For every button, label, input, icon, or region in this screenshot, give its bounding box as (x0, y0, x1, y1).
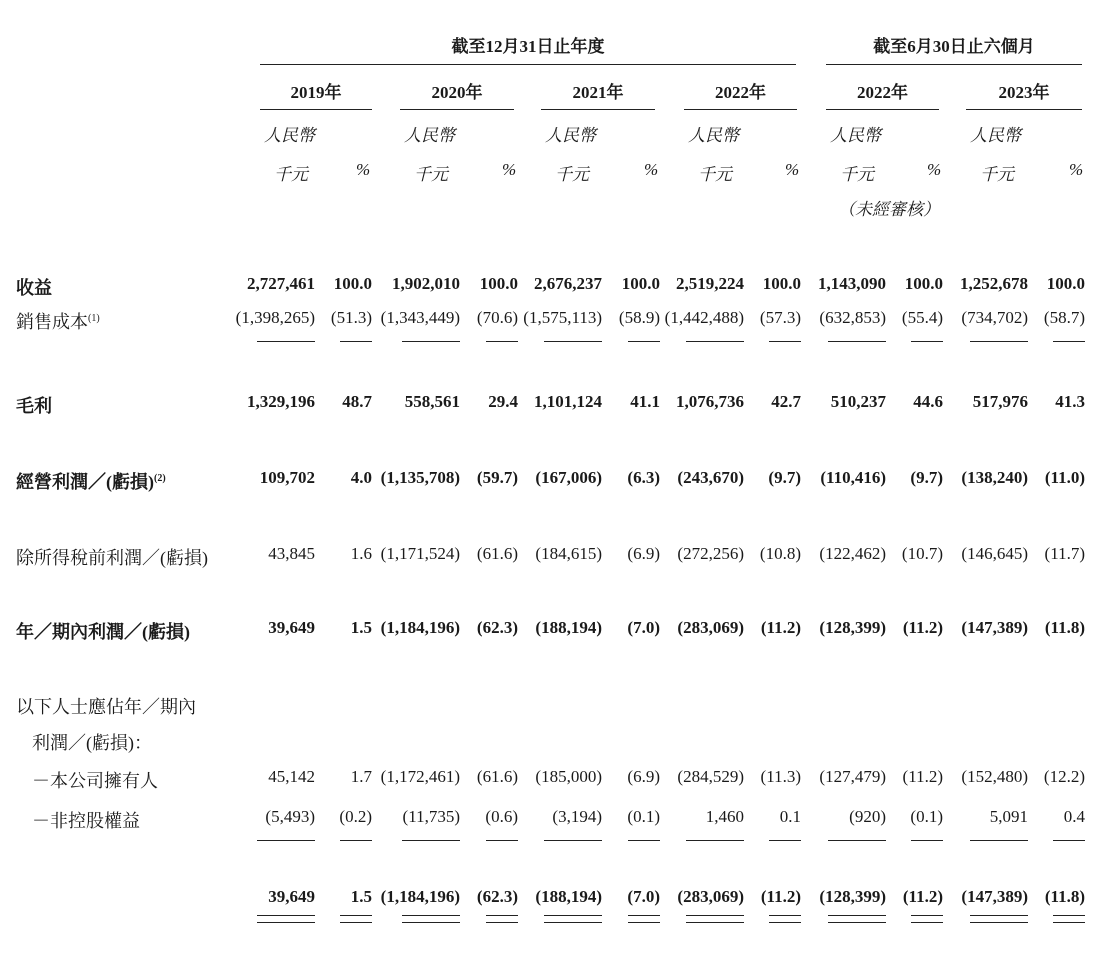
year-header: 2021年 (572, 83, 624, 102)
percent-cell: (51.3) (330, 308, 372, 327)
percent-cell: (0.1) (627, 807, 660, 826)
amount-cell: (243,670) (677, 468, 744, 487)
unit-label: 千元 (840, 165, 874, 184)
year-header-rule (826, 109, 939, 110)
total-double-rule (402, 922, 460, 923)
subtotal-rule (769, 341, 801, 342)
subtotal-rule (828, 341, 886, 342)
percent-cell: 1.7 (350, 767, 372, 786)
total-double-rule (340, 922, 372, 923)
year-header-rule (541, 109, 655, 110)
amount-cell: 1,329,196 (247, 392, 315, 411)
amount-cell: (188,194) (535, 887, 602, 906)
row-label-text: 銷售成本 (16, 312, 88, 332)
percent-cell: 100.0 (479, 274, 518, 293)
amount-cell: (284,529) (677, 767, 744, 786)
percent-cell: (11.2) (760, 618, 801, 637)
amount-cell: (128,399) (819, 887, 886, 906)
amount-cell: 1,101,124 (534, 392, 602, 411)
percent-cell: (7.0) (627, 887, 660, 906)
percent-cell: 0.1 (779, 807, 801, 826)
unit-label: 千元 (414, 165, 448, 184)
percent-cell: (10.8) (759, 544, 801, 563)
amount-cell: 510,237 (830, 392, 886, 411)
year-header-rule (966, 109, 1082, 110)
year-header: 2022年 (715, 83, 766, 102)
amount-cell: (920) (849, 807, 886, 826)
subtotal-rule (970, 341, 1028, 342)
percent-cell: (11.8) (1044, 618, 1085, 637)
amount-cell: 43,845 (268, 544, 315, 563)
percent-cell: (58.9) (618, 308, 660, 327)
amount-cell: (147,389) (961, 618, 1028, 637)
year-header-rule (400, 109, 514, 110)
year-header: 2022年 (857, 83, 908, 102)
total-double-rule (544, 922, 602, 923)
percent-cell: 0.4 (1063, 807, 1085, 826)
header-group-years: 截至12月31日止年度 (451, 37, 605, 56)
amount-cell: (146,645) (961, 544, 1028, 563)
total-double-rule (402, 915, 460, 916)
row-label (16, 468, 166, 494)
percent-cell: (11.8) (1044, 887, 1085, 906)
total-double-rule (828, 915, 886, 916)
percent-cell: (11.2) (902, 618, 943, 637)
amount-cell: (1,171,524) (380, 544, 460, 563)
percent-cell: (62.3) (476, 618, 518, 637)
total-double-rule (628, 922, 660, 923)
percent-label: % (785, 160, 800, 179)
amount-cell: 1,252,678 (960, 274, 1028, 293)
amount-cell: 109,702 (259, 468, 315, 487)
percent-cell: (6.9) (627, 767, 660, 786)
subtotal-rule (340, 341, 372, 342)
percent-cell: 100.0 (1046, 274, 1085, 293)
percent-label: % (927, 160, 942, 179)
percent-cell: (10.7) (901, 544, 943, 563)
amount-cell: (272,256) (677, 544, 744, 563)
subtotal-rule (402, 341, 460, 342)
percent-cell: (61.6) (476, 544, 518, 563)
amount-cell: 1,076,736 (676, 392, 744, 411)
percent-cell: 41.3 (1055, 392, 1085, 411)
amount-cell: (5,493) (265, 807, 315, 826)
subtotal-rule (686, 840, 744, 841)
currency-label: 人民幣 (970, 126, 1021, 145)
amount-cell: (188,194) (535, 618, 602, 637)
header-group-six-months-rule (826, 64, 1082, 65)
amount-cell: 2,727,461 (247, 274, 315, 293)
amount-cell: (1,343,449) (380, 308, 460, 327)
percent-cell: 1.5 (350, 618, 372, 637)
amount-cell: 2,519,224 (676, 274, 744, 293)
percent-cell: 100.0 (333, 274, 372, 293)
row-label-text: 毛利 (16, 396, 52, 416)
percent-label: % (1069, 160, 1084, 179)
row-label (16, 618, 190, 644)
amount-cell: 5,091 (989, 807, 1028, 826)
amount-cell: (1,184,196) (380, 618, 460, 637)
row-label (16, 308, 100, 334)
percent-cell: (9.7) (910, 468, 943, 487)
amount-cell: (127,479) (819, 767, 886, 786)
percent-cell: 100.0 (762, 274, 801, 293)
amount-cell: 1,143,090 (818, 274, 886, 293)
currency-label: 人民幣 (830, 126, 881, 145)
amount-cell: 2,676,237 (534, 274, 602, 293)
total-double-rule (769, 922, 801, 923)
percent-cell: (55.4) (901, 308, 943, 327)
percent-cell: (11.7) (1044, 544, 1085, 563)
unaudited-label: （未經審核） (838, 200, 940, 219)
unit-label: 千元 (980, 165, 1014, 184)
subtotal-rule (628, 840, 660, 841)
amount-cell: (1,184,196) (380, 887, 460, 906)
unit-label: 千元 (698, 165, 732, 184)
total-double-rule (686, 922, 744, 923)
subtotal-rule (544, 840, 602, 841)
row-label-text: 年／期內利潤／(虧損) (16, 622, 190, 642)
total-double-rule (257, 922, 315, 923)
header-group-years-rule (260, 64, 796, 65)
row-label (16, 274, 52, 300)
year-header-rule (684, 109, 797, 110)
header-group-six-months: 截至6月30日止六個月 (873, 37, 1035, 56)
total-double-rule (686, 915, 744, 916)
amount-cell: 39,649 (268, 618, 315, 637)
total-double-rule (911, 915, 943, 916)
total-double-rule (1053, 915, 1085, 916)
total-double-rule (544, 915, 602, 916)
subtotal-rule (769, 840, 801, 841)
unit-label: 千元 (274, 165, 308, 184)
amount-cell: 39,649 (268, 887, 315, 906)
subtotal-rule (628, 341, 660, 342)
percent-cell: 29.4 (488, 392, 518, 411)
amount-cell: (283,069) (677, 618, 744, 637)
subtotal-rule (970, 840, 1028, 841)
percent-cell: (59.7) (476, 468, 518, 487)
currency-label: 人民幣 (264, 126, 315, 145)
percent-cell: (0.6) (485, 807, 518, 826)
year-header: 2019年 (290, 83, 342, 102)
total-double-rule (628, 915, 660, 916)
percent-cell: (11.2) (760, 887, 801, 906)
total-double-rule (970, 922, 1028, 923)
row-label-text: －非控股權益 (32, 811, 140, 831)
year-header: 2020年 (431, 83, 483, 102)
currency-label: 人民幣 (404, 126, 455, 145)
percent-cell: (11.0) (1044, 468, 1085, 487)
percent-cell: (57.3) (759, 308, 801, 327)
amount-cell: (185,000) (535, 767, 602, 786)
amount-cell: (1,135,708) (380, 468, 460, 487)
subtotal-rule (402, 840, 460, 841)
amount-cell: (128,399) (819, 618, 886, 637)
percent-cell: (70.6) (476, 308, 518, 327)
percent-cell: (12.2) (1043, 767, 1085, 786)
amount-cell: (1,575,113) (523, 308, 602, 327)
total-double-rule (911, 922, 943, 923)
subtotal-rule (828, 840, 886, 841)
row-label (16, 392, 52, 418)
amount-cell: (147,389) (961, 887, 1028, 906)
footnote-marker: (2) (154, 473, 166, 484)
subtotal-rule (340, 840, 372, 841)
subtotal-rule (486, 341, 518, 342)
row-label-text: 收益 (16, 278, 52, 298)
amount-cell: 1,460 (705, 807, 744, 826)
percent-cell: (7.0) (627, 618, 660, 637)
row-label-text: －本公司擁有人 (32, 771, 158, 791)
subtotal-rule (1053, 840, 1085, 841)
amount-cell: (167,006) (535, 468, 602, 487)
amount-cell: (11,735) (402, 807, 460, 826)
total-double-rule (828, 922, 886, 923)
percent-cell: (11.3) (760, 767, 801, 786)
total-double-rule (486, 922, 518, 923)
percent-cell: (61.6) (476, 767, 518, 786)
percent-cell: 42.7 (771, 392, 801, 411)
year-header: 2023年 (998, 83, 1050, 102)
total-double-rule (340, 915, 372, 916)
amount-cell: (1,398,265) (235, 308, 315, 327)
percent-cell: (0.2) (339, 807, 372, 826)
percent-label: % (644, 160, 659, 179)
percent-cell: (11.2) (902, 887, 943, 906)
subtotal-rule (911, 840, 943, 841)
footnote-marker: (1) (88, 313, 100, 324)
amount-cell: (122,462) (819, 544, 886, 563)
percent-label: % (502, 160, 517, 179)
percent-cell: (9.7) (768, 468, 801, 487)
amount-cell: (110,416) (820, 468, 886, 487)
percent-cell: 4.0 (350, 468, 372, 487)
amount-cell: 1,902,010 (392, 274, 460, 293)
percent-cell: 44.6 (913, 392, 943, 411)
row-label-text: 經營利潤／(虧損) (16, 472, 154, 492)
row-label-attributable-line1: 以下人士應佔年／期內 (16, 697, 196, 717)
year-header-rule (260, 109, 372, 110)
subtotal-rule (486, 840, 518, 841)
amount-cell: 558,561 (404, 392, 460, 411)
total-double-rule (257, 915, 315, 916)
total-double-rule (970, 915, 1028, 916)
amount-cell: (3,194) (552, 807, 602, 826)
row-label (32, 807, 140, 833)
percent-label: % (356, 160, 371, 179)
unit-label: 千元 (555, 165, 589, 184)
subtotal-rule (257, 341, 315, 342)
percent-cell: 41.1 (630, 392, 660, 411)
amount-cell: (138,240) (961, 468, 1028, 487)
subtotal-rule (1053, 341, 1085, 342)
percent-cell: 1.6 (350, 544, 372, 563)
percent-cell: (6.3) (627, 468, 660, 487)
percent-cell: 100.0 (904, 274, 943, 293)
subtotal-rule (257, 840, 315, 841)
amount-cell: (1,442,488) (664, 308, 744, 327)
amount-cell: (152,480) (961, 767, 1028, 786)
total-double-rule (486, 915, 518, 916)
subtotal-rule (686, 341, 744, 342)
amount-cell: (184,615) (535, 544, 602, 563)
percent-cell: (6.9) (627, 544, 660, 563)
amount-cell: 45,142 (268, 767, 315, 786)
percent-cell: 48.7 (342, 392, 372, 411)
row-label-attributable-line2: 利潤／(虧損)： (32, 733, 152, 753)
amount-cell: (283,069) (677, 887, 744, 906)
row-label (16, 544, 208, 570)
percent-cell: (0.1) (910, 807, 943, 826)
percent-cell: 1.5 (350, 887, 372, 906)
percent-cell: (11.2) (902, 767, 943, 786)
amount-cell: (734,702) (961, 308, 1028, 327)
row-label (32, 767, 158, 793)
row-label-text: 除所得稅前利潤／(虧損) (16, 548, 208, 568)
percent-cell: 100.0 (621, 274, 660, 293)
percent-cell: (62.3) (476, 887, 518, 906)
amount-cell: (1,172,461) (380, 767, 460, 786)
currency-label: 人民幣 (688, 126, 739, 145)
subtotal-rule (911, 341, 943, 342)
subtotal-rule (544, 341, 602, 342)
amount-cell: (632,853) (819, 308, 886, 327)
amount-cell: 517,976 (972, 392, 1028, 411)
percent-cell: (58.7) (1043, 308, 1085, 327)
total-double-rule (1053, 922, 1085, 923)
total-double-rule (769, 915, 801, 916)
currency-label: 人民幣 (545, 126, 596, 145)
